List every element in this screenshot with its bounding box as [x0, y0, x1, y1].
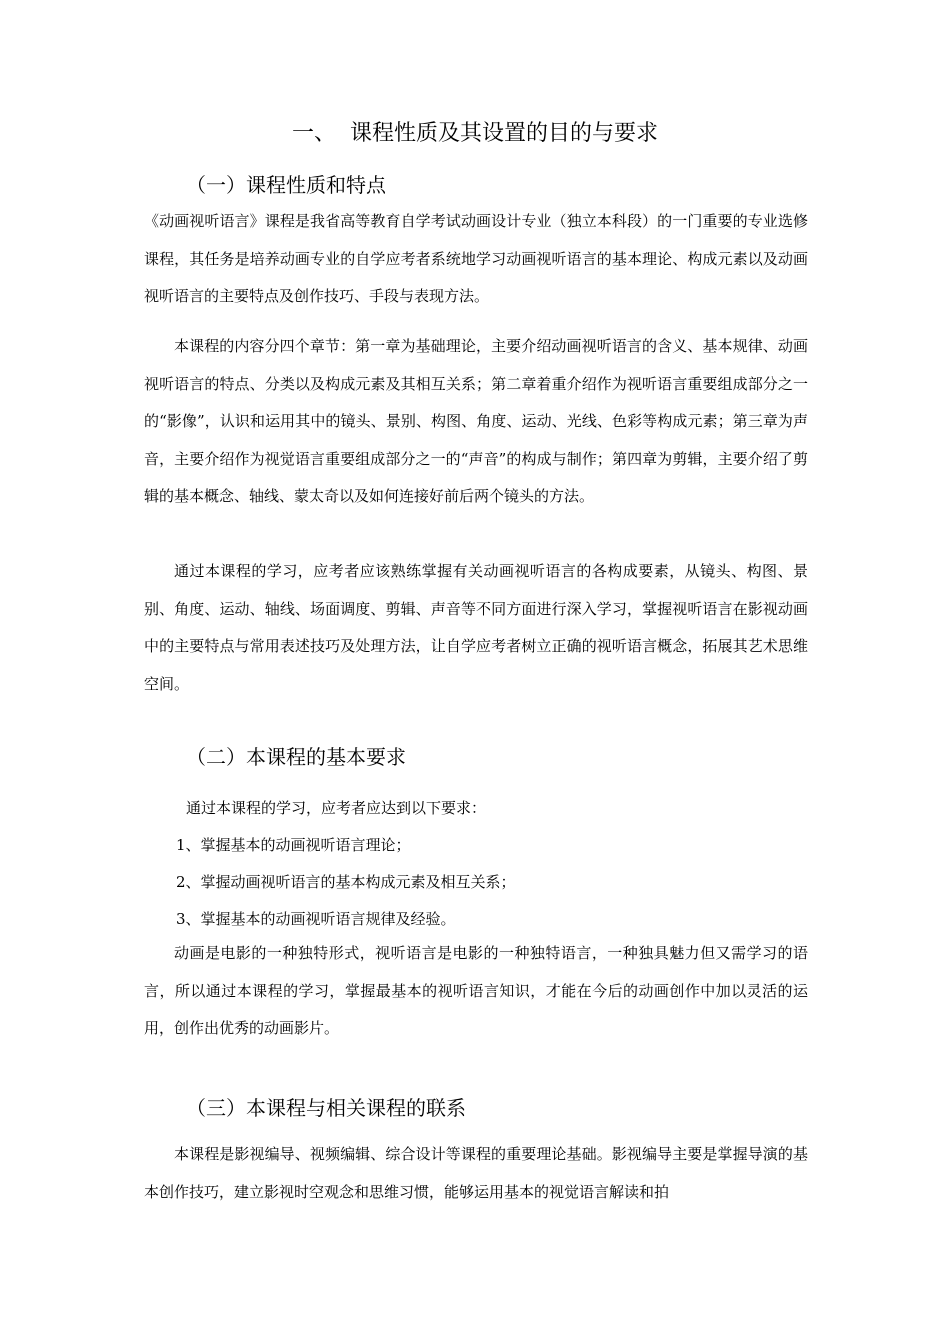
section3-paragraph: 本课程是影视编导、视频编辑、综合设计等课程的重要理论基础。影视编导主要是掌握导演的基本创作技巧，建立影视时空观念和思维习惯，能够运用基本的视觉语言解读和拍: [144, 1145, 808, 1201]
main-title-number: 一、: [291, 121, 336, 146]
section-heading-3: （三）本课程与相关课程的联系: [186, 1096, 466, 1120]
requirement-item-3: 3、掌握基本的动画视听语言规律及经验。: [176, 910, 456, 928]
section1-paragraph-1: 《动画视听语言》课程是我省高等教育自学考试动画设计专业（独立本科段）的一门重要的专业选修课程，其任务是培养动画专业的自学应考者系统地学习动画视听语言的基本理论、构成元素以及动画视听语言的主要特点及创作技巧、手段与表现方法。: [144, 212, 808, 305]
main-title-text: 课程性质及其设置的目的与要求: [350, 121, 659, 146]
section2-intro: 通过本课程的学习，应考者应达到以下要求：: [186, 799, 487, 817]
section-heading-2: （二）本课程的基本要求: [186, 745, 406, 769]
requirement-item-1: 1、掌握基本的动画视听语言理论；: [176, 836, 411, 854]
section-heading-1: （一）课程性质和特点: [186, 173, 386, 197]
section1-paragraph-2: 本课程的内容分四个章节：第一章为基础理论，主要介绍动画视听语言的含义、基本规律、动画视听语言的特点、分类以及构成元素及其相互关系；第二章着重介绍作为视听语言重要组成部分之一的“影像”，认识和运用其中的镜头、景别、构图、角度、运动、光线、色彩等构成元素；第三章为声音，主要介绍作为视觉语言重要组成部分之一的“声音”的构成与制作；第四章为剪辑，主要介绍了剪辑的基本概念、轴线、蒙太奇以及如何连接好前后两个镜头的方法。: [144, 337, 808, 505]
section2-closing-paragraph: 动画是电影的一种独特形式，视听语言是电影的一种独特语言，一种独具魅力但又需学习的语言，所以通过本课程的学习，掌握最基本的视听语言知识，才能在今后的动画创作中加以灵活的运用，创作出优秀的动画影片。: [144, 944, 808, 1037]
section1-paragraph-3: 通过本课程的学习，应考者应该熟练掌握有关动画视听语言的各构成要素，从镜头、构图、景别、角度、运动、轴线、场面调度、剪辑、声音等不同方面进行深入学习，掌握视听语言在影视动画中的主要特点与常用表述技巧及处理方法，让自学应考者树立正确的视听语言概念，拓展其艺术思维空间。: [144, 562, 808, 693]
requirement-item-2: 2、掌握动画视听语言的基本构成元素及相互关系；: [176, 873, 516, 891]
main-title: [0, 118, 950, 150]
